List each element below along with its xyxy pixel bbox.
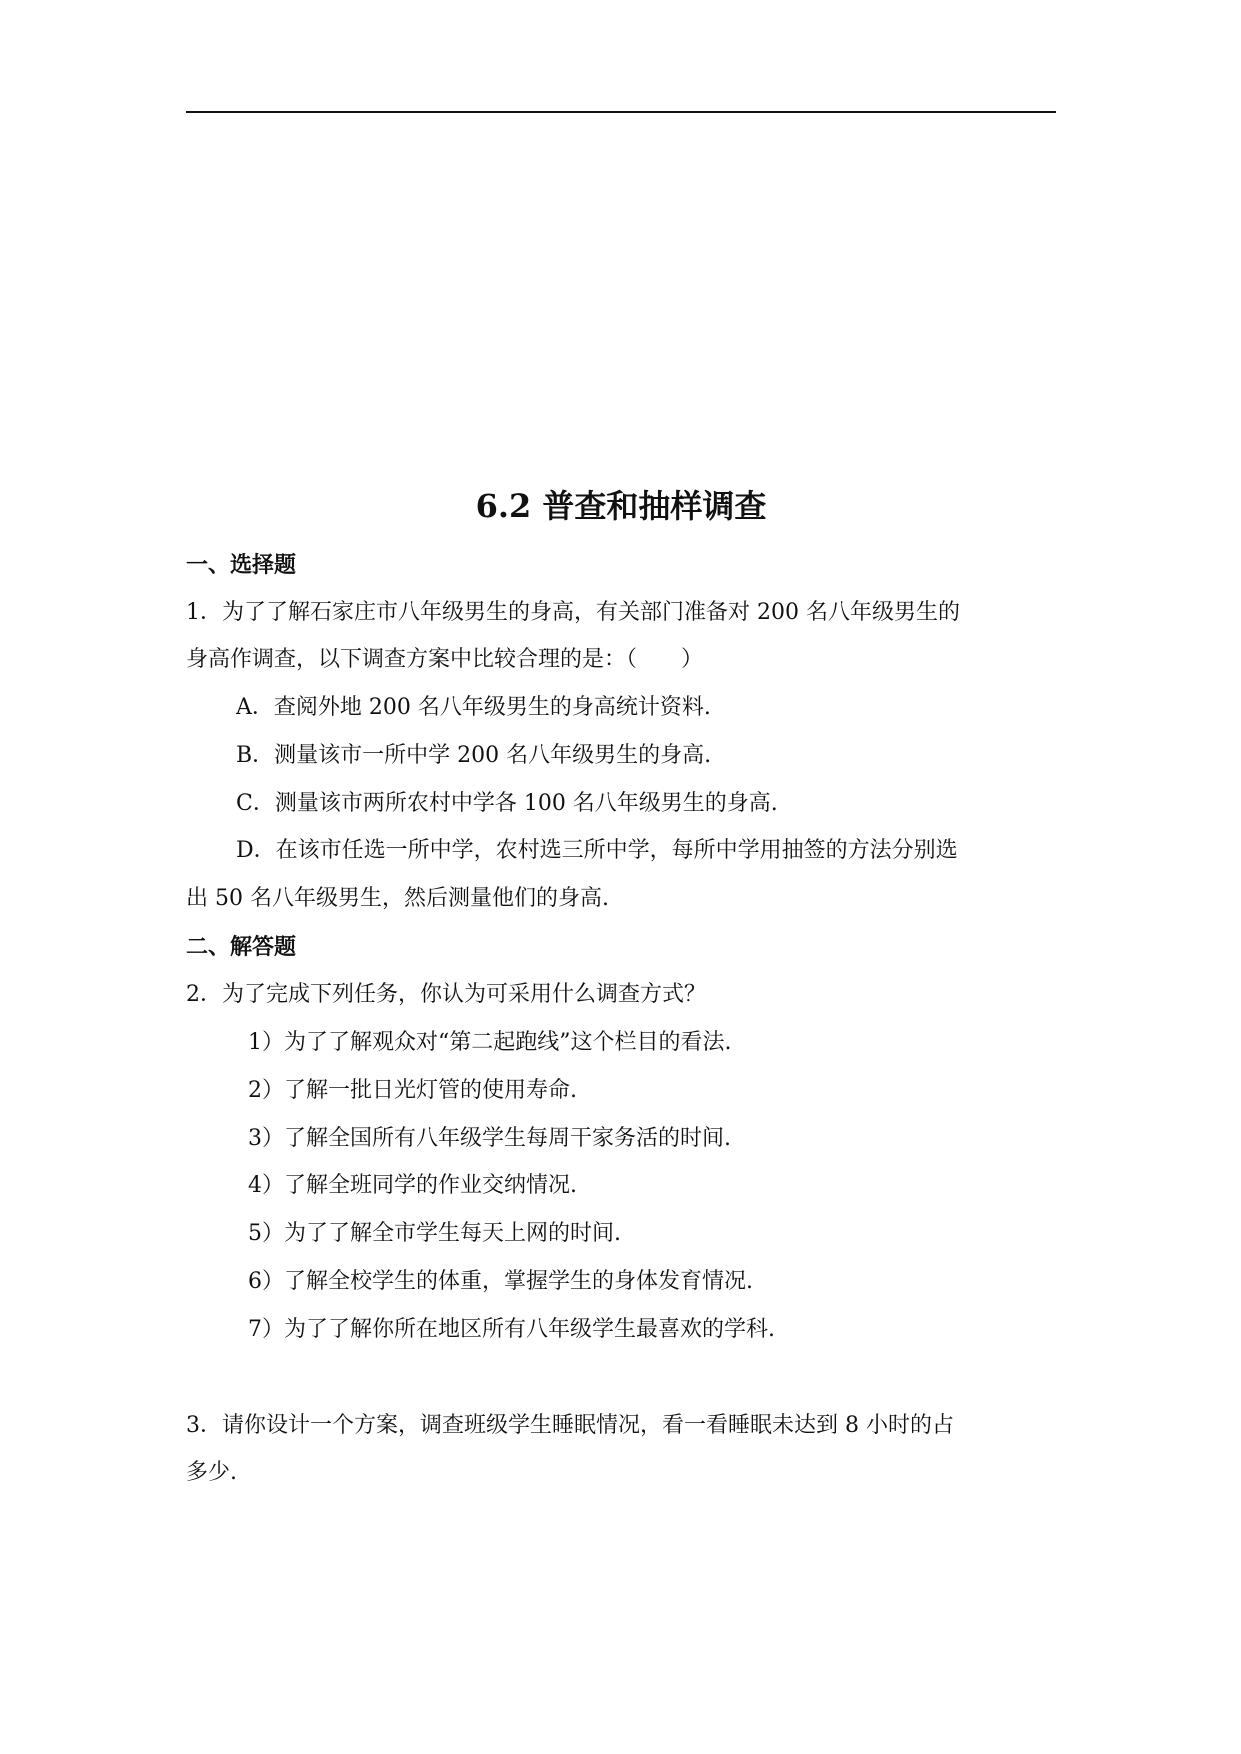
question-3-stem-line-2: 多少. xyxy=(186,1460,237,1485)
section-heading-multiple-choice: 一、选择题 xyxy=(186,552,297,578)
question-2-item-2: 2）了解一批日光灯管的使用寿命. xyxy=(248,1078,577,1103)
question-1-option-a: A．查阅外地 200 名八年级男生的身高统计资料. xyxy=(236,695,711,720)
question-1-option-b: B．测量该市一所中学 200 名八年级男生的身高. xyxy=(236,743,712,768)
question-2-item-5: 5）为了了解全市学生每天上网的时间. xyxy=(248,1221,621,1246)
question-2-item-6: 6）了解全校学生的体重，掌握学生的身体发育情况. xyxy=(248,1269,753,1294)
question-2-stem: 2．为了完成下列任务，你认为可采用什么调查方式？ xyxy=(186,982,706,1007)
question-1-option-c: C．测量该市两所农村中学各 100 名八年级男生的身高. xyxy=(236,791,778,816)
question-1-stem-line-1: 1．为了了解石家庄市八年级男生的身高，有关部门准备对 200 名八年级男生的 xyxy=(186,600,960,625)
question-2-item-4: 4）了解全班同学的作业交纳情况. xyxy=(248,1173,577,1198)
question-1-option-d-continuation: 出 50 名八年级男生，然后测量他们的身高. xyxy=(186,886,609,911)
page-title: 6.2 普查和抽样调查 xyxy=(475,487,767,525)
question-2-item-1: 1）为了了解观众对“第二起跑线”这个栏目的看法. xyxy=(248,1030,732,1055)
question-1-stem-line-2: 身高作调查，以下调查方案中比较合理的是：（ ） xyxy=(186,647,704,672)
question-3-stem-line-1: 3．请你设计一个方案，调查班级学生睡眠情况，看一看睡眠未达到 8 小时的占 xyxy=(186,1413,954,1438)
question-1-option-d: D．在该市任选一所中学，农村选三所中学，每所中学用抽签的方法分别选 xyxy=(236,838,958,863)
header-rule xyxy=(186,111,1056,113)
section-heading-answer-questions: 二、解答题 xyxy=(186,934,297,960)
question-2-item-7: 7）为了了解你所在地区所有八年级学生最喜欢的学科. xyxy=(248,1317,775,1342)
question-2-item-3: 3）了解全国所有八年级学生每周干家务活的时间. xyxy=(248,1126,731,1151)
